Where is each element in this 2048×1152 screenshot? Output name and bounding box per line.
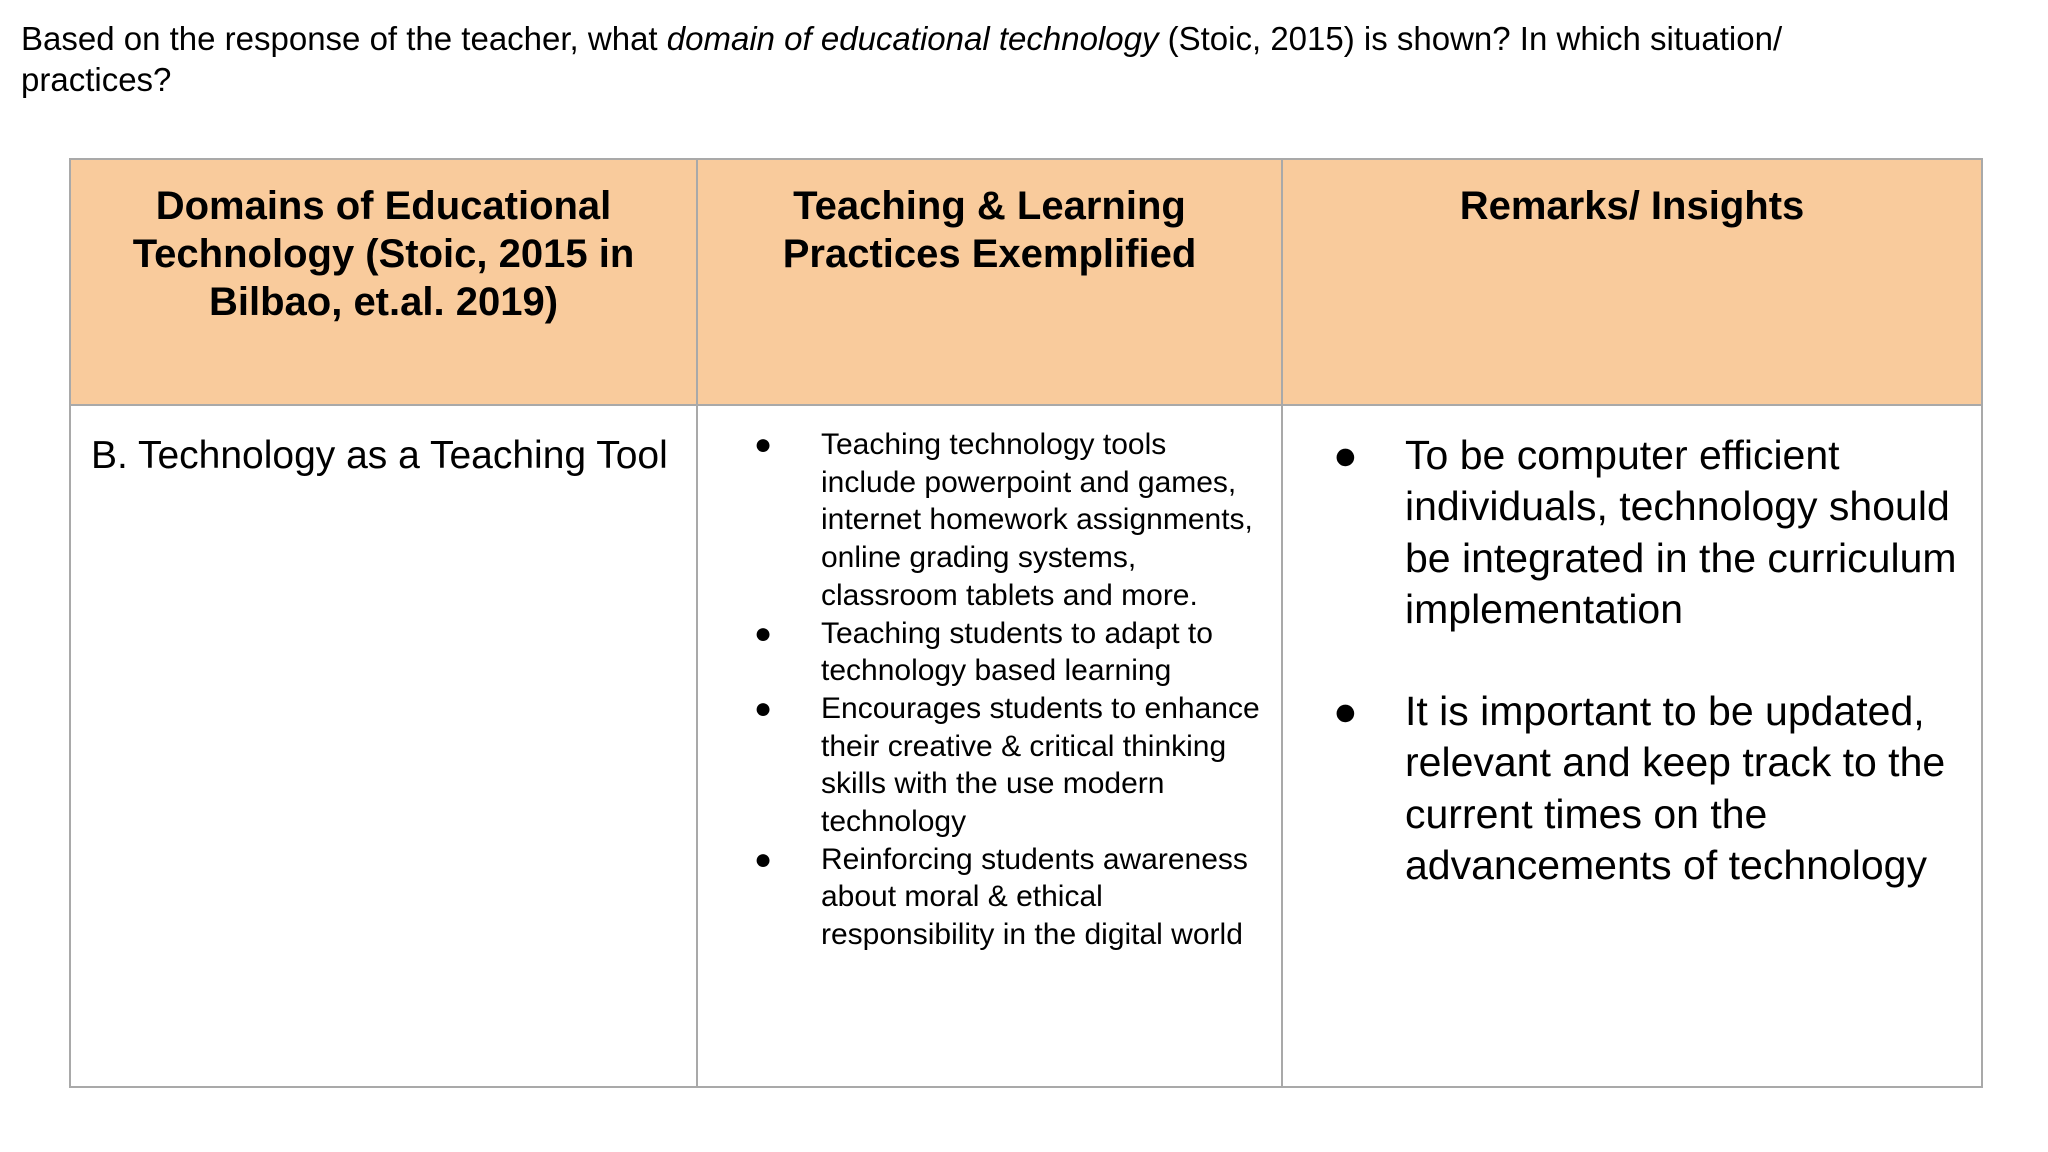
header-remarks-label: Remarks/ Insights xyxy=(1459,184,1805,228)
list-item xyxy=(698,426,1261,615)
list-item xyxy=(698,615,1261,690)
practices-list xyxy=(698,406,1281,954)
prompt-emphasis: domain of educational technology xyxy=(666,20,1159,57)
list-item xyxy=(1283,430,1961,635)
header-remarks xyxy=(1282,159,1982,405)
bullet-icon: ● xyxy=(754,691,773,725)
list-item xyxy=(698,690,1261,841)
practices-cell xyxy=(697,405,1282,1087)
bullet-icon: ● xyxy=(754,616,773,650)
bullet-icon: ● xyxy=(754,842,773,876)
header-practices-label: Teaching & Learning Practices Exemplified xyxy=(782,184,1197,276)
prompt-text-end: (Stoic, 2015) is shown? In which situation/ practices? xyxy=(21,20,1783,98)
practice-text: Reinforcing students awareness about moral & ethical responsibility in the digital world xyxy=(821,842,1248,952)
domain-cell xyxy=(70,405,697,1087)
practice-text: Teaching technology tools include powerpoint and games, internet homework assignments, online grading systems, classroom tablets and more. xyxy=(821,428,1253,612)
remarks-cell xyxy=(1282,405,1982,1087)
remarks-list xyxy=(1283,406,1981,891)
list-item xyxy=(1283,686,1961,891)
header-domains xyxy=(70,159,697,405)
bullet-icon: ● xyxy=(1333,688,1358,735)
remark-text: It is important to be updated, relevant and keep track to the current times on the advancements of technology xyxy=(1405,688,1946,889)
header-domains-label: Domains of Educational Technology (Stoic, 2015 in Bilbao, et.al. 2019) xyxy=(132,184,635,324)
practice-text: Encourages students to enhance their creative & critical thinking skills with the use modern technology xyxy=(821,691,1260,839)
bullet-icon: ● xyxy=(754,428,773,461)
question-prompt xyxy=(21,18,1921,100)
domain-text: B. Technology as a Teaching Tool xyxy=(91,434,668,477)
practice-text: Teaching students to adapt to technology based learning xyxy=(821,616,1213,688)
header-practices xyxy=(697,159,1282,405)
table-header-row xyxy=(70,159,1982,405)
remark-text: To be computer efficient individuals, technology should be integrated in the curriculum implementation xyxy=(1405,432,1957,632)
bullet-icon: ● xyxy=(1333,432,1358,478)
prompt-text-start: Based on the response of the teacher, what xyxy=(21,20,667,57)
domain-table xyxy=(69,158,1983,1088)
list-item xyxy=(698,841,1261,954)
table-row xyxy=(70,405,1982,1087)
